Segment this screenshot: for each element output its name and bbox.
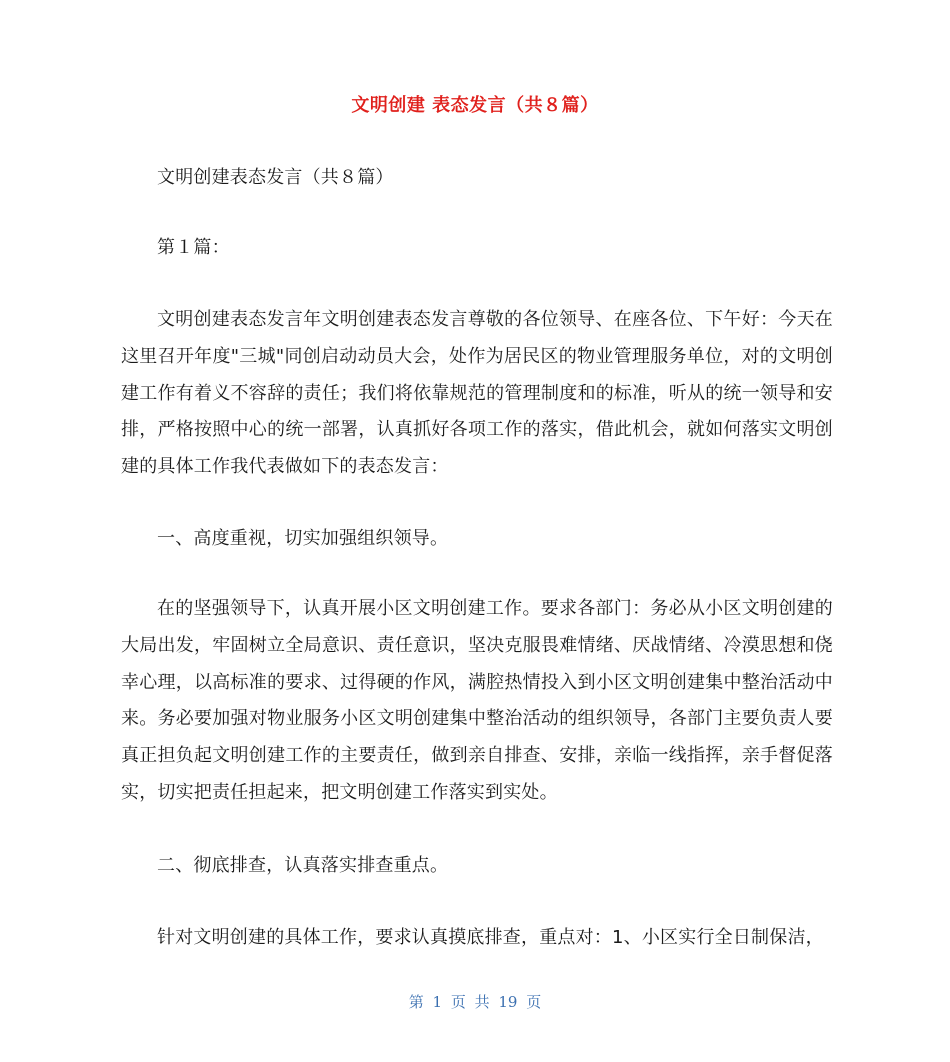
heading-paragraph-two: 二、彻底排查，认真落实排查重点。: [157, 855, 449, 876]
section-label-paragraph: 第１篇：: [157, 237, 230, 258]
subtitle-paragraph: 文明创建表态发言（共８篇）: [157, 167, 394, 188]
page-number-footer: 第 1 页 共 19 页: [408, 993, 542, 1011]
body-paragraph-inspection: 针对文明创建的具体工作，要求认真摸底排查，重点对：1、小区实行全日制保洁，: [157, 927, 824, 948]
heading-paragraph-one: 一、高度重视，切实加强组织领导。: [157, 528, 449, 549]
body-paragraph-leadership: 在的坚强领导下，认真开展小区文明创建工作。要求各部门：务必从小区文明创建的大局出发，牢固树立全局意识、责任意识，坚决克服畏难情绪、厌战情绪、冷漠思想和侥幸心理，以高标准的要求、过得硬的作风，满腔热情投入到小区文明创建集中整治活动中来。务必要加强对物业服务小区文明创建集中整治活动的组织领导，各部门主要负责人要真正担负起文明创建工作的主要责任，做到亲自排查、安排，亲临一线指挥，亲手督促落实，切实把责任担起来，把文明创建工作落实到实处。: [121, 598, 833, 803]
body-paragraph-intro: 文明创建表态发言年文明创建表态发言尊敬的各位领导、在座各位、下午好：今天在这里召开年度"三城"同创启动动员大会，处作为居民区的物业管理服务单位，对的文明创建工作有着义不容辞的责任；我们将依靠规范的管理制度和的标准，听从的统一领导和安排，严格按照中心的统一部署，认真抓好各项工作的落实，借此机会，就如何落实文明创建的具体工作我代表做如下的表态发言：: [121, 309, 833, 478]
document-title: 文明创建 表态发言（共８篇）: [351, 95, 599, 116]
